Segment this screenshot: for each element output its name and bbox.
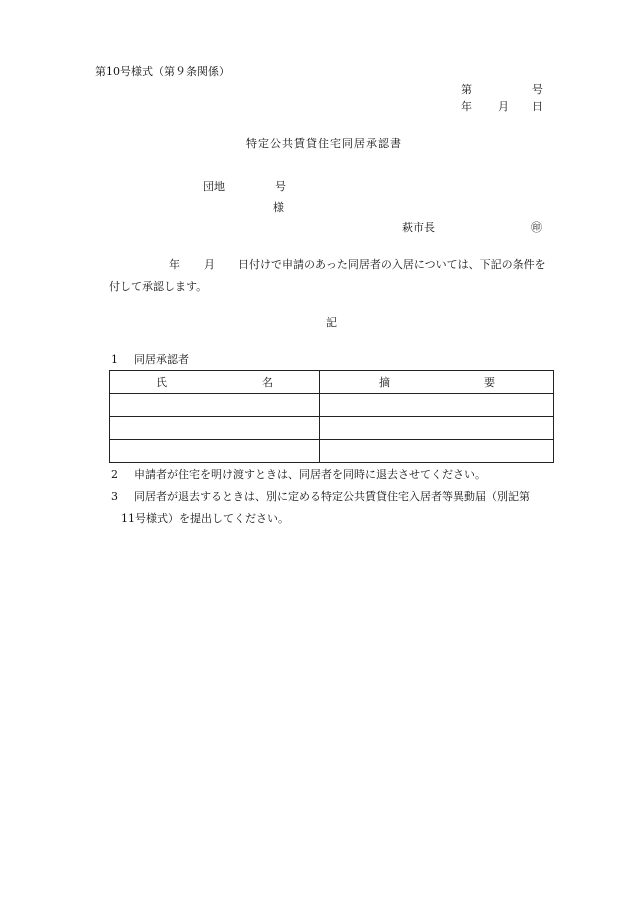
column-header-name-char2: 名 — [262, 376, 273, 389]
body-month: 月 — [204, 258, 215, 271]
date-year: 年 — [461, 100, 472, 113]
document-number-prefix: 第 — [461, 83, 472, 96]
remarks-cell[interactable] — [320, 440, 554, 463]
addressee-number: 号 — [275, 180, 286, 193]
item2-number: 2 — [111, 468, 118, 481]
item3-text-line1: 同居者が退去するときは、別に定める特定公共賃貸住宅入居者等異動届（別記第 — [134, 490, 530, 503]
name-cell[interactable] — [110, 440, 320, 463]
name-cell[interactable] — [110, 394, 320, 417]
ki-heading: 記 — [326, 316, 337, 329]
table-header-row — [110, 371, 554, 394]
document-title: 特定公共賃貸住宅同居承認書 — [246, 137, 402, 150]
column-header-remarks — [320, 371, 554, 394]
table-row — [110, 394, 554, 417]
item3-number: 3 — [111, 490, 118, 503]
column-header-remarks-char2: 要 — [484, 376, 495, 389]
issuer-seal: ㊞ — [531, 221, 542, 234]
document-number-suffix: 号 — [532, 83, 543, 96]
form-number: 第10号様式（第９条関係） — [95, 65, 230, 78]
remarks-cell[interactable] — [320, 394, 554, 417]
cohabitant-table — [109, 370, 554, 463]
body-text-line1: 日付けで申請のあった同居者の入居については、下記の条件を — [238, 258, 546, 271]
body-year: 年 — [169, 258, 180, 271]
addressee-honorific: 様 — [273, 201, 284, 214]
addressee-complex: 団地 — [203, 180, 225, 193]
table-row — [110, 417, 554, 440]
item3-text-line2: 11号様式）を提出してください。 — [121, 512, 289, 525]
body-text-line2: 付して承認します。 — [109, 280, 208, 293]
column-header-name — [110, 371, 320, 394]
table-row — [110, 440, 554, 463]
remarks-cell[interactable] — [320, 417, 554, 440]
date-day: 日 — [532, 100, 543, 113]
date-month: 月 — [498, 100, 509, 113]
name-cell[interactable] — [110, 417, 320, 440]
section1-number: 1 — [111, 353, 118, 366]
column-header-remarks-char1: 摘 — [379, 376, 390, 389]
section1-label: 同居承認者 — [134, 353, 189, 366]
item2-text: 申請者が住宅を明け渡すときは、同居者を同時に退去させてください。 — [134, 468, 486, 481]
issuer-name: 萩市長 — [402, 221, 435, 234]
column-header-name-char1: 氏 — [156, 376, 167, 389]
